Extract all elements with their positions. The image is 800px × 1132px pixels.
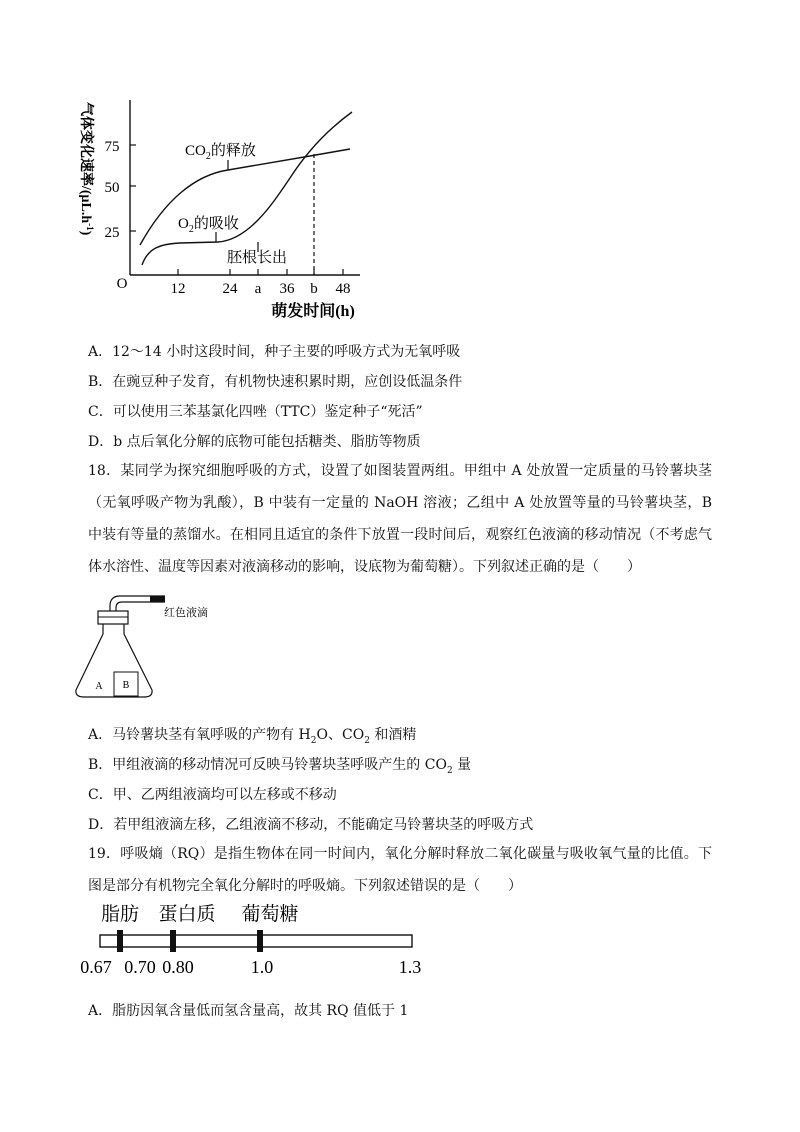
q18-option-c: C．甲、乙两组液滴均可以左移或不移动 (88, 787, 337, 803)
q17-option-a: A．12～14 小时这段时间，种子主要的呼吸方式为无氧呼吸 (88, 344, 461, 360)
germination-gas-graph (70, 90, 380, 330)
red-droplet (150, 596, 165, 602)
x-tick-label: b (310, 281, 318, 297)
q18-option-a: A．马铃薯块茎有氧呼吸的产物有 $H_2O$、$CO_2$ 和酒精 (88, 727, 417, 746)
o2-absorption-curve (142, 112, 352, 265)
x-tick-label: 12 (170, 281, 186, 297)
x-tick-label: a (254, 281, 262, 297)
x-tick-label: 48 (335, 281, 351, 297)
q19-option-a: A．脂肪因氧含量低而氢含量高，故其 RQ 值低于 1 (88, 1003, 409, 1019)
radicle-label: 胚根长出 (227, 250, 288, 266)
rq-tick-label: 0.70 (124, 957, 156, 977)
glucose-label: 葡萄糖 (241, 904, 299, 925)
y-axis-title: 气体变化速率$/(\mu L.h^{-1})$ (78, 102, 95, 236)
rq-tick-label: 1.3 (398, 957, 422, 977)
origin-label: O (116, 276, 128, 292)
q17-option-b: B．在豌豆种子发育，有机物快速积累时期，应创设低温条件 (88, 374, 463, 390)
fat-label: 脂肪 (100, 904, 140, 925)
flask-label-a: A (95, 681, 103, 692)
x-tick-label: 24 (222, 281, 238, 297)
protein-label: 蛋白质 (158, 904, 216, 925)
rq-tick-label: 1.0 (250, 957, 274, 977)
q18-stem: 18．某同学为探究细胞呼吸的方式，设置了如图装置两组。甲组中 A 处放置一定质量的马铃薯块茎（无氧呼吸产物为乳酸），B 中装有一定量的 NaOH 溶液；乙组中 A 处放置等量的马铃薯块茎，B 中装有等量的蒸馏水。在相同且适宜的条件下放置一段时间后，观察红色液滴的移动情况（不考虑气体水溶性、温度等因素对液滴移动的影响，设底物为葡萄糖）。下列叙述正确的是（ ） (88, 463, 712, 575)
fat-marker (117, 930, 123, 952)
x-axis-title: 萌发时间(h) (271, 303, 355, 320)
co2-label: $CO_2$的释放 (185, 143, 256, 162)
q19-stem: 19．呼吸熵（RQ）是指生物体在同一时间内，氧化分解时释放二氧化碳量与吸收氧气量的比值。下图是部分有机物完全氧化分解时的呼吸熵。下列叙述错误的是（ ） (88, 846, 712, 894)
y-tick-label: 75 (104, 139, 120, 155)
rq-tick-label: 0.80 (162, 957, 194, 977)
y-tick-label: 25 (104, 225, 120, 241)
rq-scale-bar (70, 898, 430, 980)
y-tick-label: 50 (104, 180, 120, 196)
x-tick-label: 36 (279, 281, 295, 297)
o2-label: $O_2$的吸收 (178, 216, 239, 235)
rq-tick-label: 0.67 (80, 957, 112, 977)
flask-apparatus (70, 586, 270, 702)
q18-option-d: D．若甲组液滴左移，乙组液滴不移动，不能确定马铃薯块茎的呼吸方式 (88, 817, 534, 833)
glucose-marker (257, 930, 263, 952)
q18-option-b: B．甲组液滴的移动情况可反映马铃薯块茎呼吸产生的 $CO_2$ 量 (88, 757, 472, 776)
flask-label-b: B (122, 680, 130, 691)
q17-option-d: D．b 点后氧化分解的底物可能包括糖类、脂肪等物质 (88, 434, 421, 450)
q17-option-c: C．可以使用三苯基氯化四唑（TTC）鉴定种子“死活” (88, 404, 423, 420)
protein-marker (170, 930, 176, 952)
rq-bar (100, 935, 412, 947)
red-droplet-label: 红色液滴 (164, 607, 208, 619)
